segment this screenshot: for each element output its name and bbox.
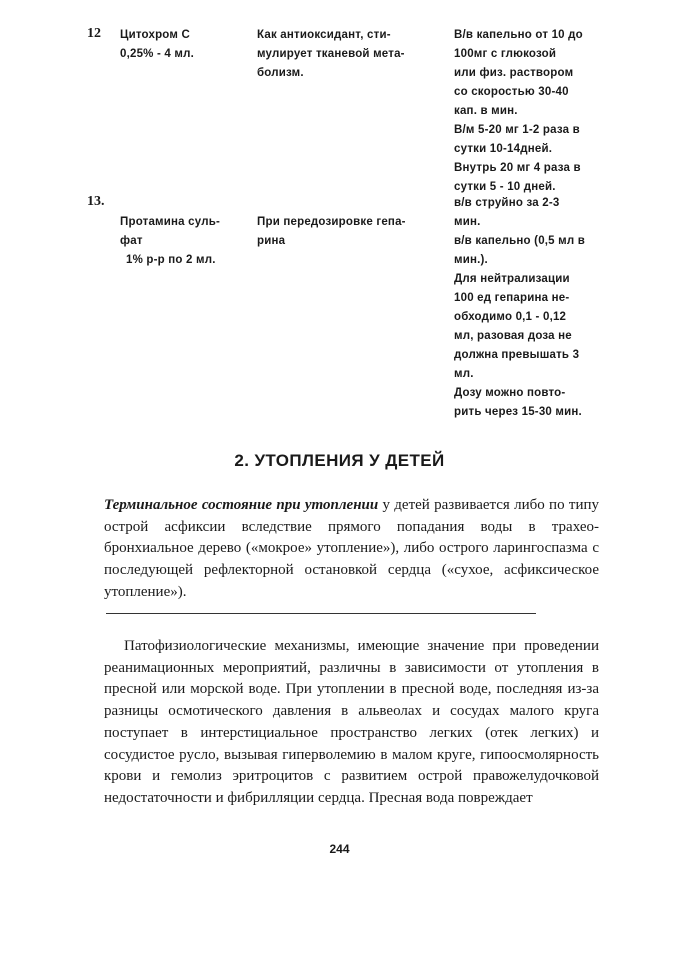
dosage-line: 100мг с глюкозой — [454, 48, 557, 60]
dosage-line: или физ. раствором — [454, 67, 574, 79]
paragraph-intro-text: у детей развивается либо по типу острой асфиксии вследствие прямого попадания воды в трахео-бронхиальное дерево («мокрое» утопление»), либо острого ларингоспазма с последующей рефлекторной остановкой сердца («сухое, асфиксическое утопление»). — [104, 497, 599, 600]
dosage-line: В/м 5-20 мг 1-2 раза в — [454, 124, 580, 136]
dosage-line: мл. — [454, 368, 474, 380]
indication-line: рина — [257, 235, 286, 247]
dosage-line: кап. в мин. — [454, 105, 518, 117]
term-highlight: Терминальное состояние при утоплении — [104, 497, 379, 513]
drug-line: Протамина суль- — [120, 216, 221, 228]
dosage-line: В/в капельно от 10 до — [454, 29, 583, 41]
indication — [257, 213, 447, 251]
paragraph-pathophysiology: Патофизиологические механизмы, имеющие значение при проведении реанимационных мероприятий, различны в зависимости от утопления в пресной или морской воде. При утоплении в пресной воде, последняя из-за разницы осмотического давления в альвеолах и сосудах малого круга поступает в интерстициальное пространство легких (отек легких) и сосудистое русло, вызывая гиперволемию в малом круге, гипоосмолярность крови и гемолиз эритроцитов с развитием острой правожелудочковой недостаточности и фибрилляции сердца. Пресная вода повреждает — [104, 638, 599, 806]
row-number: 12 — [87, 26, 101, 41]
drug-line: 1% р-р по 2 мл. — [126, 254, 216, 266]
dosage-line: мин. — [454, 216, 481, 228]
paragraph-intro — [104, 495, 599, 625]
page-number: 244 — [329, 842, 350, 856]
indication-line: При передозировке гепа- — [257, 216, 406, 228]
drug-line: Цитохром С — [120, 29, 190, 41]
dosage — [454, 194, 602, 422]
dosage-line: сутки 5 - 10 дней. — [454, 181, 556, 193]
indication-line: мулирует тканевой мета- — [257, 48, 405, 60]
dosage-line: обходимо 0,1 - 0,12 — [454, 311, 567, 323]
drug-name — [120, 26, 246, 64]
dosage-line: Внутрь 20 мг 4 раза в — [454, 162, 581, 174]
dosage-line: должна превышать 3 — [454, 349, 580, 361]
row-number: 13. — [87, 194, 105, 209]
dosage-line: рить через 15-30 мин. — [454, 406, 582, 418]
dosage-line: Для нейтрализации — [454, 273, 570, 285]
dosage-line: 100 ед гепарина не- — [454, 292, 570, 304]
drug-line: фат — [120, 235, 143, 247]
indication-line: Как антиоксидант, сти- — [257, 29, 391, 41]
indication-line: болизм. — [257, 67, 304, 79]
underline-rule — [106, 612, 536, 614]
dosage-line: мин.). — [454, 254, 488, 266]
dosage-line: Дозу можно повто- — [454, 387, 566, 399]
dosage — [454, 26, 602, 197]
dosage-line: со скоростью 30-40 — [454, 86, 569, 98]
dosage-line: мл, разовая доза не — [454, 330, 572, 342]
drug-name — [120, 213, 246, 270]
drug-line: 0,25% - 4 мл. — [120, 48, 195, 60]
section-heading: 2. УТОПЛЕНИЯ У ДЕТЕЙ — [234, 451, 445, 470]
dosage-line: в/в струйно за 2-3 — [454, 197, 560, 209]
dosage-line: в/в капельно (0,5 мл в — [454, 235, 586, 247]
indication — [257, 26, 447, 83]
dosage-line: сутки 10-14дней. — [454, 143, 553, 155]
